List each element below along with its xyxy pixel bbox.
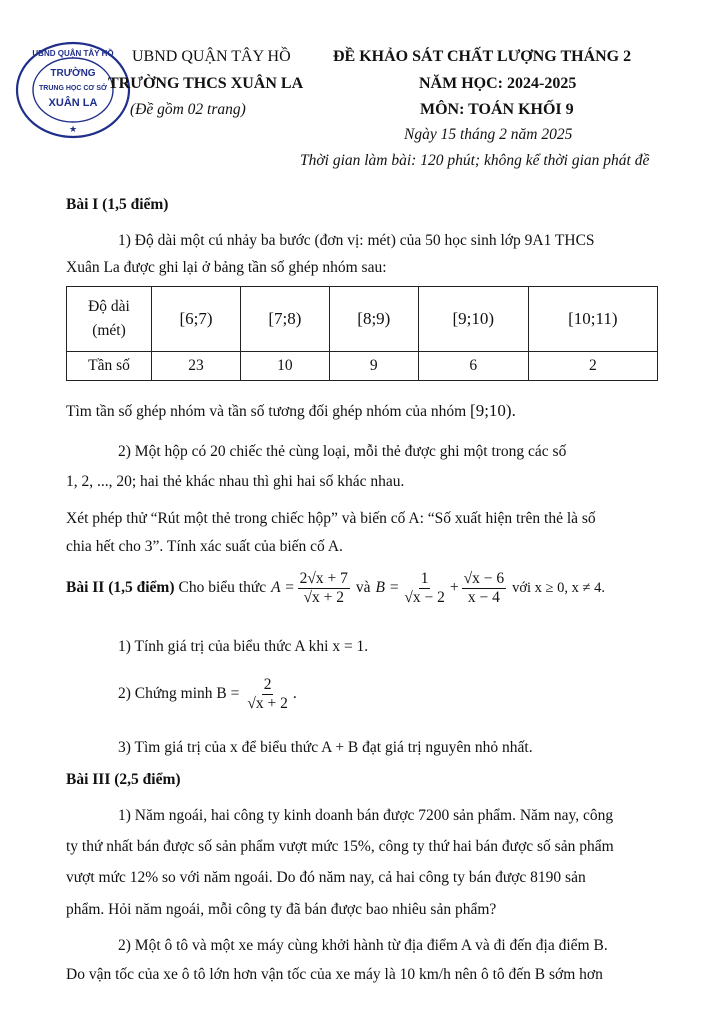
bai2-q3: 3) Tìm giá trị của x để biểu thức A + B đạt giá trị nguyên nhỏ nhất. bbox=[118, 739, 533, 756]
frequency-cell: 2 bbox=[528, 352, 657, 381]
school-name: TRƯỜNG THCS XUÂN LA bbox=[108, 75, 304, 92]
conjunction-and: và bbox=[355, 579, 371, 597]
svg-text:XUÂN LA: XUÂN LA bbox=[48, 97, 98, 109]
frequency-cell: 23 bbox=[152, 352, 241, 381]
bai2-q1: 1) Tính giá trị của biểu thức A khi x = 1. bbox=[118, 638, 369, 655]
interval-cell: [8;9) bbox=[329, 287, 418, 352]
exam-title: ĐỀ KHẢO SÁT CHẤT LƯỢNG THÁNG 2 bbox=[333, 48, 632, 65]
bai3-p1-line3: vượt mức 12% so với năm ngoái. Do đó năm nay, cả hai công ty bán được 8190 sản bbox=[66, 869, 586, 886]
expr-B-numerator-2: √x − 6 bbox=[463, 570, 505, 587]
bai2-intro: Cho biểu thức bbox=[178, 579, 267, 597]
svg-text:UBND QUẬN TÂY HỒ: UBND QUẬN TÂY HỒ bbox=[32, 49, 114, 58]
bai2-q2-denominator: √x + 2 bbox=[247, 694, 288, 712]
bai2-title: Bài II (1,5 điểm) bbox=[66, 579, 175, 597]
bai1-title: Bài I (1,5 điểm) bbox=[66, 196, 169, 213]
domain-condition: với x ≥ 0, x ≠ 4. bbox=[512, 579, 605, 596]
authority-name: UBND QUẬN TÂY HỒ bbox=[132, 48, 291, 65]
subject: MÔN: TOÁN KHỐI 9 bbox=[420, 101, 574, 118]
expr-B-denominator-2: x − 4 bbox=[467, 588, 500, 606]
bai1-q1-ask bbox=[66, 401, 516, 421]
length-label-cell bbox=[67, 287, 152, 352]
exam-date: Ngày 15 tháng 2 năm 2025 bbox=[404, 126, 573, 143]
bai1-q2-line3: Xét phép thử “Rút một thẻ trong chiếc hộp” và biến cố A: “Số xuất hiện trên thẻ là số bbox=[66, 510, 596, 527]
svg-text:★: ★ bbox=[68, 124, 78, 134]
bai3-p2-line1: 2) Một ô tô và một xe máy cùng khởi hành từ địa điểm A và đi đến địa điểm B. bbox=[118, 937, 608, 954]
svg-text:TRƯỜNG: TRƯỜNG bbox=[50, 68, 96, 79]
bai1-q2-line4: chia hết cho 3”. Tính xác suất của biến cố A. bbox=[66, 538, 343, 555]
bai3-title: Bài III (2,5 điểm) bbox=[66, 771, 181, 788]
expr-B-numerator-1: 1 bbox=[420, 570, 429, 587]
length-label: Độ dài bbox=[88, 298, 130, 315]
bai3-p1-line1: 1) Năm ngoái, hai công ty kinh doanh bán được 7200 sản phẩm. Năm nay, công bbox=[118, 807, 614, 824]
bai3-p2-line2: Do vận tốc của xe ô tô lớn hơn vận tốc của xe máy là 10 km/h nên ô tô đến B sớm hơn bbox=[66, 966, 603, 983]
frequency-cell: 10 bbox=[240, 352, 329, 381]
expr-A-fraction bbox=[298, 570, 350, 607]
bai2-q2-fraction bbox=[245, 676, 290, 713]
bai2-q2-prefix: 2) Chứng minh B = bbox=[118, 685, 240, 703]
expr-B-fraction-2 bbox=[462, 570, 507, 607]
bai1-q1-ask-interval: [9;10). bbox=[470, 401, 516, 420]
bai2-q2 bbox=[118, 676, 297, 713]
school-year: NĂM HỌC: 2024-2025 bbox=[419, 75, 577, 92]
expr-A-numerator: 2√x + 7 bbox=[299, 570, 348, 587]
bai1-q1-line2: Xuân La được ghi lại ở bảng tần số ghép nhóm sau: bbox=[66, 259, 387, 276]
bai2-q2-period: . bbox=[292, 685, 297, 703]
bai1-q1-line1: 1) Độ dài một cú nhảy ba bước (đơn vị: mét) của 50 học sinh lớp 9A1 THCS bbox=[118, 232, 595, 249]
bai1-q2-line1: 2) Một hộp có 20 chiếc thẻ cùng loại, mỗi thẻ được ghi một trong các số bbox=[118, 443, 567, 460]
frequency-cell: 6 bbox=[418, 352, 528, 381]
expr-A-denominator: √x + 2 bbox=[303, 588, 345, 606]
expr-A-label: A = bbox=[271, 579, 295, 597]
interval-cell: [6;7) bbox=[152, 287, 241, 352]
expr-B-fraction-1 bbox=[402, 570, 447, 607]
frequency-table bbox=[66, 286, 658, 381]
bai2-statement bbox=[66, 570, 605, 607]
frequency-cell: 9 bbox=[329, 352, 418, 381]
plus-sign: + bbox=[449, 579, 459, 597]
interval-cell: [7;8) bbox=[240, 287, 329, 352]
pages-note: (Đề gồm 02 trang) bbox=[130, 101, 246, 118]
bai2-q2-numerator: 2 bbox=[263, 676, 272, 693]
bai3-p1-line4: phẩm. Hỏi năm ngoái, mỗi công ty đã bán được bao nhiêu sản phẩm? bbox=[66, 901, 497, 918]
frequency-label: Tần số bbox=[67, 352, 152, 381]
interval-cell: [9;10) bbox=[418, 287, 528, 352]
bai1-q2-line2: 1, 2, ..., 20; hai thẻ khác nhau thì ghi hai số khác nhau. bbox=[66, 473, 405, 490]
expr-B-label: B = bbox=[375, 579, 400, 597]
bai1-q1-ask-text: Tìm tần số ghép nhóm và tần số tương đối ghép nhóm của nhóm bbox=[66, 403, 467, 420]
interval-cell: [10;11) bbox=[528, 287, 657, 352]
svg-text:TRUNG HỌC CƠ SỞ: TRUNG HỌC CƠ SỞ bbox=[39, 85, 107, 92]
expr-B-denominator-1: √x − 2 bbox=[404, 588, 445, 606]
length-unit: (mét) bbox=[92, 322, 126, 339]
bai3-p1-line2: ty thứ nhất bán được số sản phẩm vượt mức 15%, công ty thứ hai bán được số sản phẩm bbox=[66, 838, 614, 855]
time-allowed: Thời gian làm bài: 120 phút; không kể thời gian phát đề bbox=[300, 152, 650, 169]
